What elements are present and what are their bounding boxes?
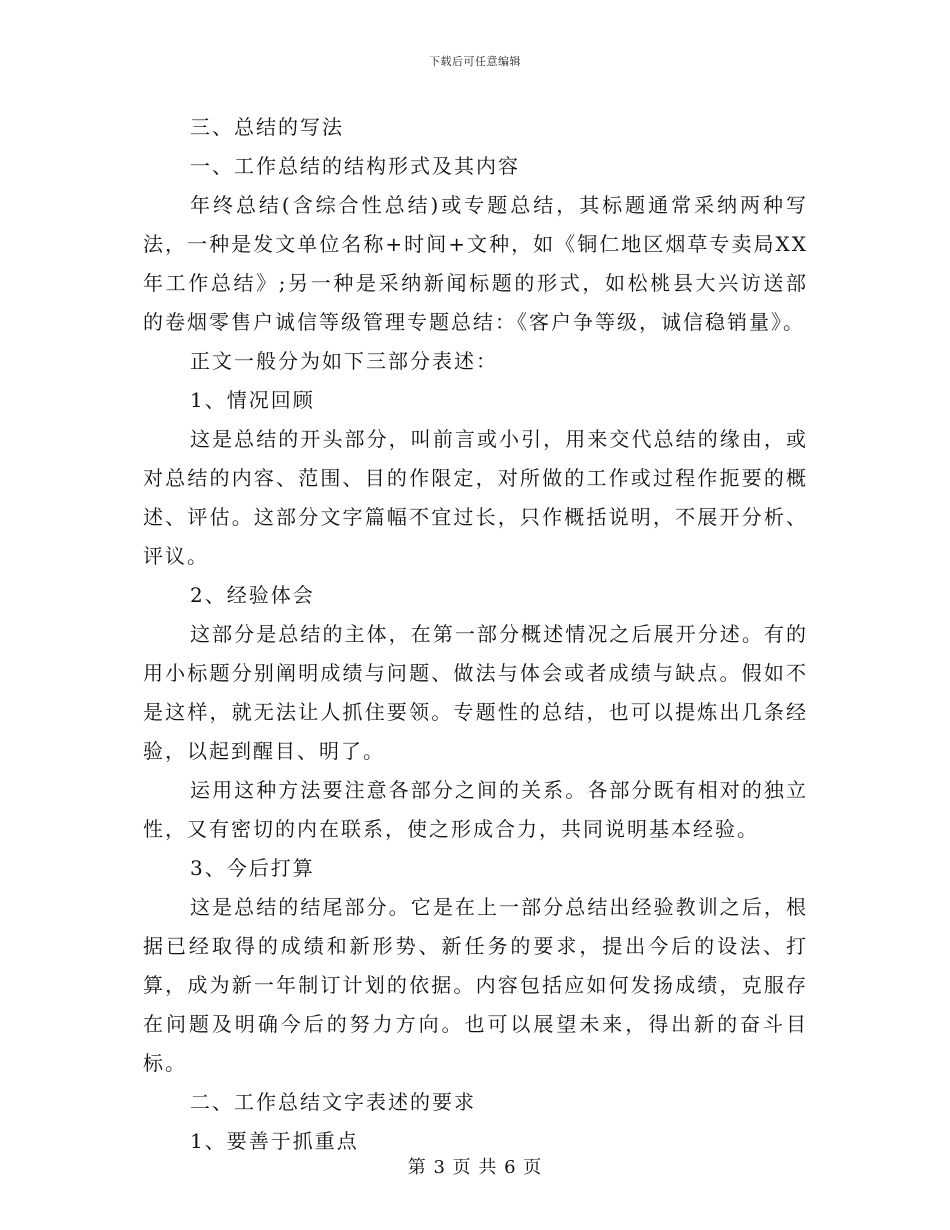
item-heading-key-points: 1、要善于抓重点	[190, 1129, 359, 1153]
paragraph-review: 这是总结的开头部分，叫前言或小引，用来交代总结的缘由，或对总结的内容、范围、目的作限定，对所做的工作或过程作扼要的概述、评估。这部分文字篇幅不宜过长，只作概括说明，不展开分析、评议。	[143, 427, 808, 568]
item-heading-review: 1、情况回顾	[190, 388, 315, 412]
subsection-heading-structure: 一、工作总结的结构形式及其内容	[190, 154, 520, 178]
page-header-note: 下载后可任意编辑	[429, 55, 521, 68]
document-body	[143, 108, 808, 1161]
section-heading-writing-method: 三、总结的写法	[190, 115, 344, 139]
item-heading-experience: 2、经验体会	[190, 583, 315, 607]
paragraph-body-intro: 正文一般分为如下三部分表述：	[190, 349, 498, 373]
page-number-footer: 第 3 页 共 6 页	[407, 1157, 543, 1178]
paragraph-experience: 这部分是总结的主体，在第一部分概述情况之后展开分述。有的用小标题分别阐明成绩与问题、做法与体会或者成绩与缺点。假如不是这样，就无法让人抓住要领。专题性的总结，也可以提炼出几条经验，以起到醒目、明了。	[143, 622, 808, 763]
paragraph-relations: 运用这种方法要注意各部分之间的关系。各部分既有相对的独立性，又有密切的内在联系，使之形成合力，共同说明基本经验。	[143, 778, 808, 841]
item-heading-plans: 3、今后打算	[190, 856, 315, 880]
paragraph-title-methods: 年终总结(含综合性总结)或专题总结，其标题通常采纳两种写法，一种是发文单位名称+时间+文种，如《铜仁地区烟草专卖局XX年工作总结》;另一种是采纳新闻标题的形式，如松桃县大兴访送部的卷烟零售户诚信等级管理专题总结：《客户争等级，诚信稳销量》。	[143, 193, 808, 334]
subsection-heading-text-requirements: 二、工作总结文字表述的要求	[190, 1090, 476, 1114]
paragraph-plans: 这是总结的结尾部分。它是在上一部分总结出经验教训之后，根据已经取得的成绩和新形势、新任务的要求，提出今后的设法、打算，成为新一年制订计划的依据。内容包括应如何发扬成绩，克服存在问题及明确今后的努力方向。也可以展望未来，得出新的奋斗目标。	[143, 895, 808, 1075]
